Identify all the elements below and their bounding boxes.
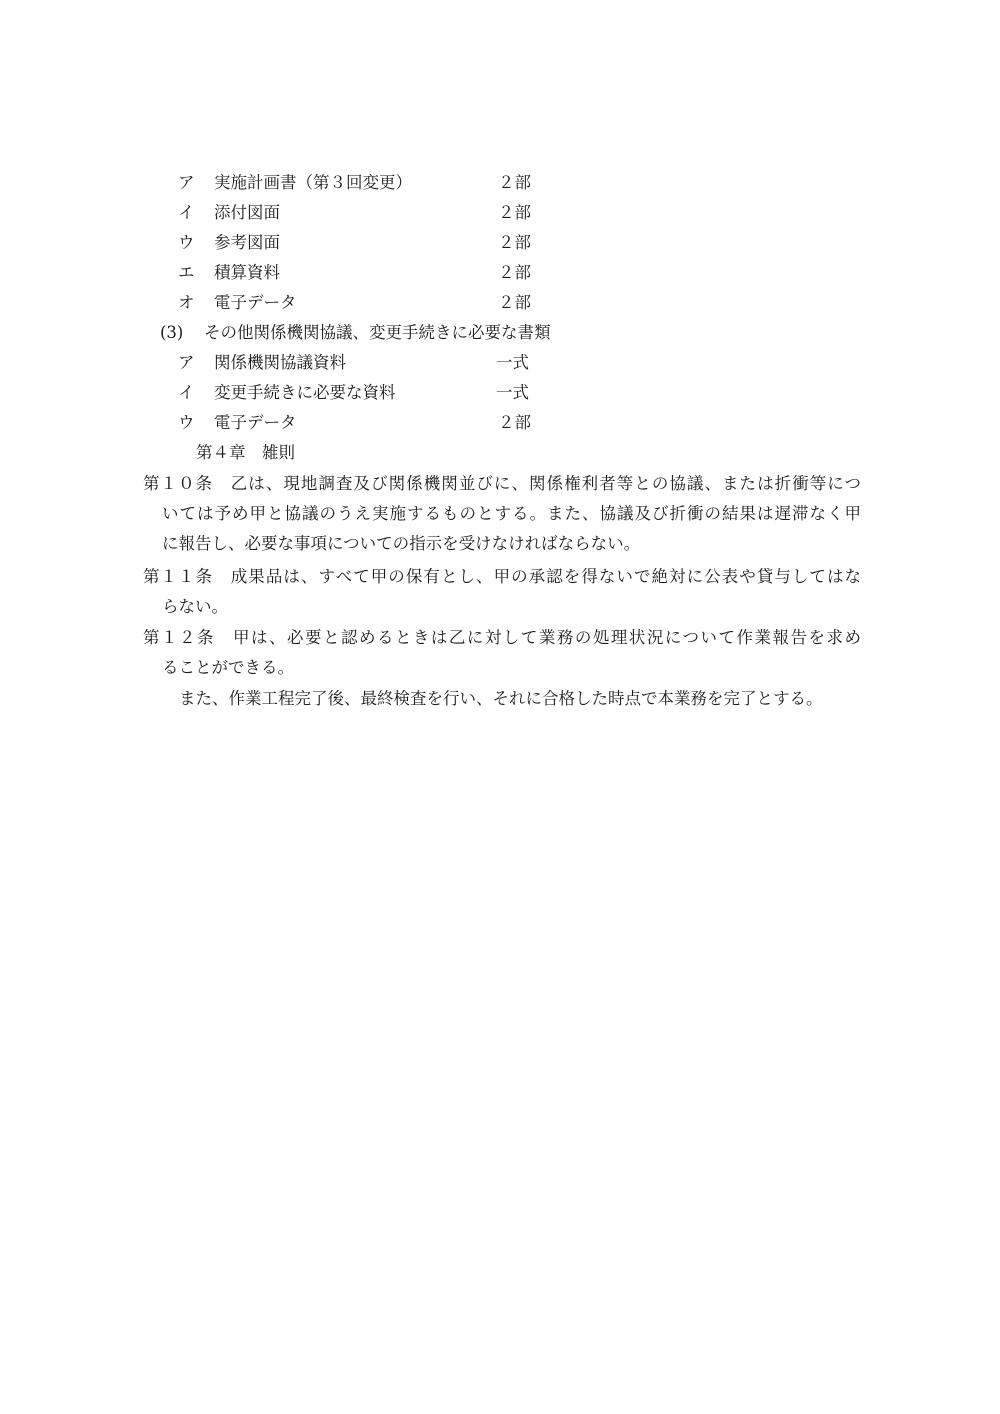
item-quantity: ２部 xyxy=(498,413,531,432)
item-label: ウ xyxy=(178,233,195,252)
item-label: ア xyxy=(178,353,195,372)
item-text: 実施計画書（第３回変更） xyxy=(214,173,412,192)
item-label: イ xyxy=(178,383,195,402)
item-text: 電子データ xyxy=(214,293,297,312)
item-quantity: ２部 xyxy=(498,203,531,222)
article-12-line: ることができる。 xyxy=(162,658,294,677)
item-text: 添付図面 xyxy=(214,203,280,222)
item-label: エ xyxy=(178,263,195,282)
item-text: 参考図面 xyxy=(214,233,280,252)
article-10-line: いては予め甲と協議のうえ実施するものとする。また、協議及び折衝の結果は遅滞なく甲 xyxy=(162,504,861,523)
article-10-line: に報告し、必要な事項についての指示を受けなければならない。 xyxy=(162,534,641,553)
item-text: 電子データ xyxy=(214,413,297,432)
item-quantity: ２部 xyxy=(498,293,531,312)
article-11 xyxy=(143,562,861,622)
item-quantity: 一式 xyxy=(496,383,529,402)
item-text: 関係機関協議資料 xyxy=(214,353,346,372)
chapter-heading: 第４章 雑則 xyxy=(196,443,295,462)
item-label: オ xyxy=(178,293,195,312)
item-label: ア xyxy=(178,173,195,192)
article-10-line: 第１０条 乙は、現地調査及び関係機関並びに、関係権利者等との協議、または折衝等につ xyxy=(143,474,861,493)
item-text: 変更手続きに必要な資料 xyxy=(214,383,396,402)
item-quantity: ２部 xyxy=(498,263,531,282)
item-label: イ xyxy=(178,203,195,222)
item-quantity: ２部 xyxy=(498,233,531,252)
article-12 xyxy=(143,623,861,683)
item-text: 積算資料 xyxy=(214,263,280,282)
article-12-line: 第１２条 甲は、必要と認めるときは乙に対して業務の処理状況について作業報告を求め xyxy=(143,628,861,647)
item-quantity: ２部 xyxy=(498,173,531,192)
article-10 xyxy=(143,469,861,559)
article-11-line: らない。 xyxy=(162,597,228,616)
section-title: その他関係機関協議、変更手続きに必要な書類 xyxy=(204,323,551,342)
item-label: ウ xyxy=(178,413,195,432)
article-11-line: 第１１条 成果品は、すべて甲の保有とし、甲の承認を得ないで絶対に公表や貸与してはな xyxy=(143,567,861,586)
section-number: (3) xyxy=(160,323,184,342)
item-quantity: 一式 xyxy=(496,353,529,372)
article-12-paragraph-2: また、作業工程完了後、最終検査を行い、それに合格した時点で本業務を完了とする。 xyxy=(179,689,823,708)
